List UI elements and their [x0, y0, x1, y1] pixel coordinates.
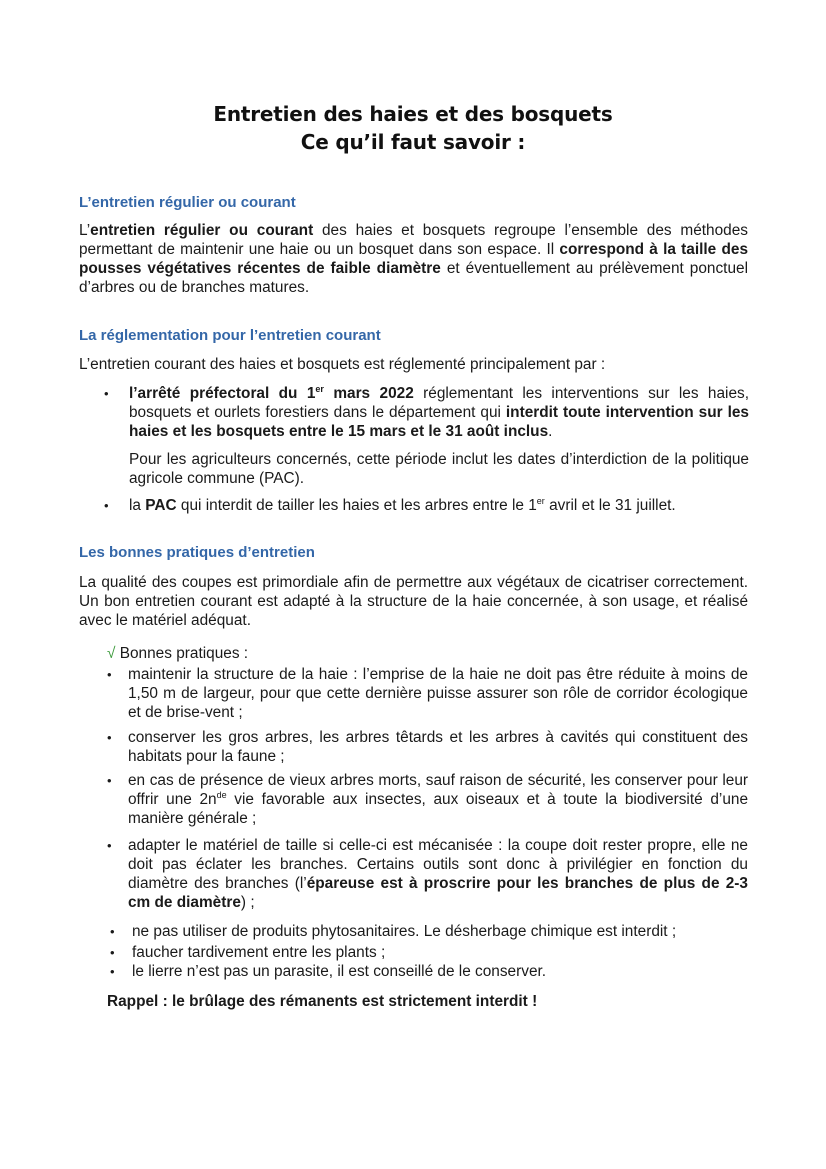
bullet-icon: •: [110, 964, 115, 979]
bullet-icon: •: [110, 945, 115, 960]
bold-run: l’arrêté préfectoral du 1: [129, 385, 316, 402]
bold-run: correspond à la taille des pousses végétatives récentes de faible diamètre: [79, 241, 749, 277]
text-run: des haies et bosquets regroupe l’ensemble des méthodes permettant de maintenir une haie ou un bosquet dans son espace. Il: [79, 222, 748, 258]
practice-item-late-mowing: faucher tardivement entre les plants ;: [132, 944, 386, 961]
practice-item-ivy: le lierre n’est pas un parasite, il est conseillé de le conserver.: [132, 963, 547, 980]
practice-item-dead-trees: [128, 771, 748, 828]
bullet-icon: •: [107, 667, 112, 682]
text-run: et éventuellement au prélèvement ponctuel d’arbres ou de branches matures.: [79, 260, 748, 296]
section-heading-regular-maintenance: L’entretien régulier ou courant: [79, 194, 296, 211]
text-run: .: [548, 423, 553, 440]
text-run: adapter le matériel de taille si celle-ci est mécanisée : la coupe doit rester propre, elle ne doit pas éclater les branches. Certains outils sont donc à privilégier en fonction du diamètre des branches (l’: [128, 837, 748, 892]
text-run: en cas de présence de vieux arbres morts, sauf raison de sécurité, les conserver pour leur offrir une 2n: [128, 772, 748, 808]
bullet-icon: •: [107, 773, 112, 788]
regulation-bullet-note: Pour les agriculteurs concernés, cette période inclut les dates d’interdiction de la politique agricole commune (PAC).: [129, 451, 749, 487]
text-run: L’: [79, 222, 91, 239]
good-practices-list-label: [107, 644, 727, 663]
text-run: réglementant les interventions sur les haies, bosquets et ourlets forestiers dans le département qui: [129, 385, 749, 421]
bold-run: interdit toute intervention sur les haies et les bosquets entre le 15 mars et le 31 août inclus: [129, 404, 749, 440]
bullet-icon: •: [104, 386, 109, 401]
bold-run: PAC: [145, 497, 177, 514]
bold-run: mars 2022: [323, 385, 414, 402]
superscript: de: [216, 790, 227, 800]
section-heading-good-practices: Les bonnes pratiques d’entretien: [79, 544, 315, 561]
section-heading-regulation: La réglementation pour l’entretien courant: [79, 327, 381, 344]
text-run: qui interdit de tailler les haies et les arbres entre le 1: [176, 497, 537, 514]
bullet-icon: •: [110, 924, 115, 939]
bold-run: entretien régulier ou courant: [90, 222, 314, 239]
superscript: er: [315, 384, 324, 394]
regulation-bullet-prefectoral-order: [129, 384, 749, 441]
superscript: er: [536, 496, 545, 506]
good-practices-paragraph: La qualité des coupes est primordiale afin de permettre aux végétaux de cicatriser correctement. Un bon entretien courant est adapté à la structure de la haie concernée, à son usage, et réalisé avec le matériel adéquat.: [79, 574, 748, 629]
practice-item-equipment: [128, 836, 748, 912]
text-run: avril et le 31 juillet.: [544, 497, 676, 514]
regular-maintenance-paragraph: [79, 221, 748, 297]
text-run: Bonnes pratiques :: [115, 645, 249, 662]
text-run: la: [129, 497, 146, 514]
burning-reminder: Rappel : le brûlage des rémanents est strictement interdit !: [107, 993, 538, 1010]
practice-item-large-trees: conserver les gros arbres, les arbres têtards et les arbres à cavités qui constituent des habitats pour la faune ;: [128, 729, 748, 765]
checkmark-icon: √: [107, 645, 116, 662]
practice-item-no-phytosanitary: ne pas utiliser de produits phytosanitaires. Le désherbage chimique est interdit ;: [132, 923, 677, 940]
bullet-icon: •: [104, 498, 109, 513]
document-title-line2: Ce qu’il faut savoir :: [300, 130, 526, 154]
text-run: vie favorable aux insectes, aux oiseaux et à toute la biodiversité d’une manière générale ;: [128, 791, 749, 827]
text-run: ) ;: [240, 894, 255, 911]
bullet-icon: •: [107, 730, 112, 745]
bold-run: épareuse est à proscrire pour les branches de plus de 2-3 cm de diamètre: [128, 875, 748, 911]
practice-item-hedge-structure: maintenir la structure de la haie : l’emprise de la haie ne doit pas être réduite à moins de 1,50 m de largeur, pour que cette dernière puisse assurer son rôle de corridor écologique et de brise-vent ;: [128, 666, 748, 721]
regulation-intro: L’entretien courant des haies et bosquets est réglementé principalement par :: [79, 356, 606, 373]
bullet-icon: •: [107, 838, 112, 853]
document-title-line1: Entretien des haies et des bosquets: [213, 102, 613, 126]
regulation-bullet-pac: [129, 496, 749, 515]
